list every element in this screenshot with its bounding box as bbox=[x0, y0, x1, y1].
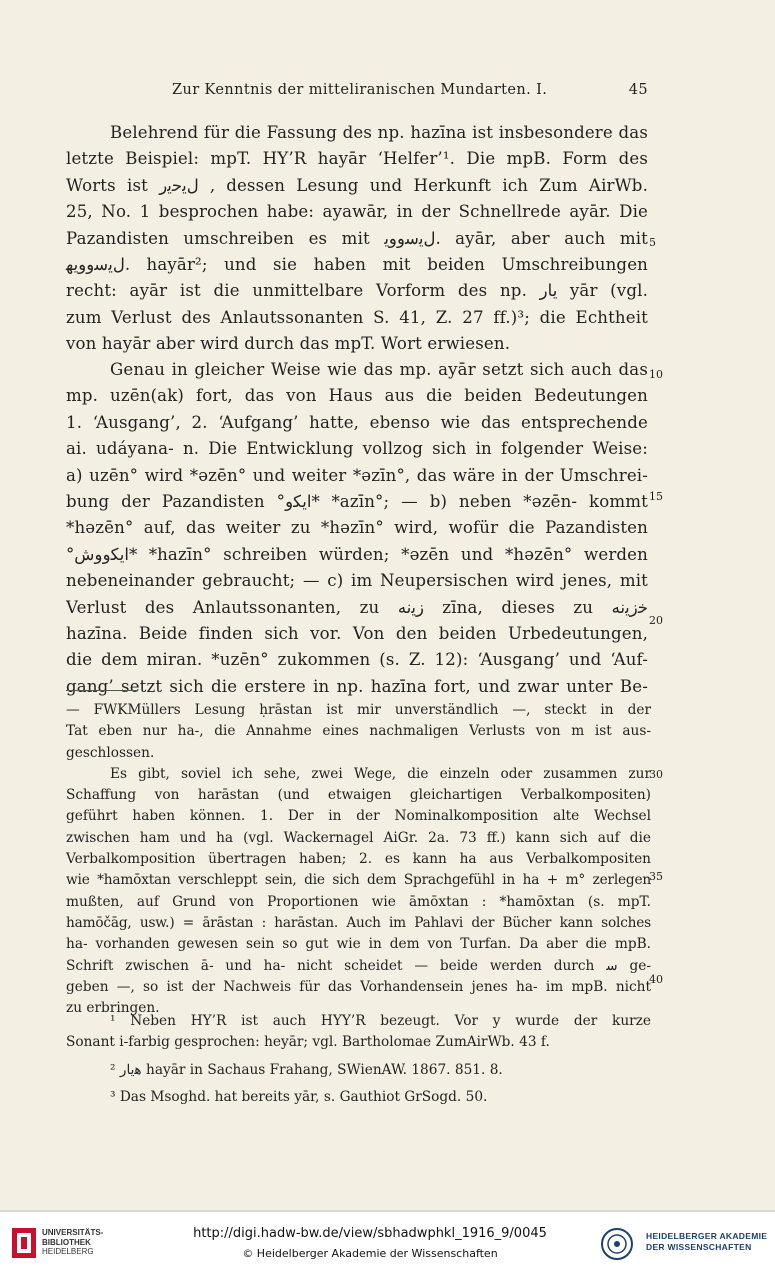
text-line: gang’ setzt sich die erstere in np. hazīna fort, und zwar unter Be- bbox=[66, 676, 648, 696]
line-number: 35 bbox=[649, 870, 663, 883]
text-line: von hayār aber wird durch das mpT. Wort erwiesen. bbox=[66, 334, 511, 354]
text-line: *həzēn° auf, das weiter zu *həzīn° wird, wofür die Pazandisten bbox=[66, 518, 648, 538]
note-line: geschlossen. bbox=[66, 744, 155, 761]
line-number: 40 bbox=[649, 973, 663, 986]
line-number: 5 bbox=[649, 236, 656, 249]
text-line: a) uzēn° wird *əzēn° und weiter *əzīn°, das wäre in der Umschrei- bbox=[66, 465, 648, 485]
academy-logo-icon bbox=[600, 1227, 634, 1261]
text-line: Genau in gleicher Weise wie das mp. ayār setzt sich auch das bbox=[110, 360, 648, 379]
footnote-3: ³ Das Msoghd. hat bereits yār, s. Gauthiot GrSogd. 50. bbox=[110, 1088, 488, 1105]
note-line: zu erbringen. bbox=[66, 1000, 160, 1017]
text-line: Worts ist ﻝﯾﺣﯾﺭ , dessen Lesung und Herkunft ich Zum AirWb. bbox=[66, 175, 649, 195]
text-line: zum Verlust des Anlautssonanten S. 41, Z. 27 ff.)³; die Echtheit bbox=[66, 307, 648, 327]
footnote-2: ² ﻫﻳﺎﺭ hayār in Sachaus Frahang, SWienAW. 1867. 851. 8. bbox=[110, 1061, 503, 1078]
text-line: Verlust des Anlautssonanten, zu ﺯﻳﻧﻪ zīna, dieses zu ﺧﺯﻳﻧﻪ bbox=[66, 597, 648, 617]
line-number: 15 bbox=[649, 490, 663, 503]
page-number: 45 bbox=[628, 82, 648, 98]
text-line: letzte Beispiel: mpT. HY’R hayār ‘Helfer’¹. Die mpB. Form des bbox=[66, 149, 648, 169]
text-line: ﻝﯾﺳﻭﻭﯾﻬ. hayār²; und sie haben mit beiden Umschreibungen bbox=[66, 254, 648, 274]
text-line: mp. uzēn(ak) fort, das von Haus aus die beiden Bedeutungen bbox=[66, 386, 648, 406]
paragraph-1 bbox=[66, 120, 648, 358]
note-line: geführt haben können. 1. Der in der Nominalkomposition alte Wechsel bbox=[66, 808, 651, 825]
text-line: die dem miran. *uzēn° zukommen (s. Z. 12): ‘Ausgang’ und ‘Auf- bbox=[66, 650, 648, 670]
note-line: Schaffung von harāstan (und etwaigen gleichartigen Verbalkompositen) bbox=[66, 787, 651, 804]
text-line: 1. ‘Ausgang’, 2. ‘Aufgang’ hatte, ebenso wie das entsprechende bbox=[66, 412, 648, 432]
note-line: Tat eben nur ha-, die Annahme eines nachmaligen Verlusts von m ist aus- bbox=[66, 723, 651, 740]
text-line: bung der Pazandisten °ا‌ﻳﮑﻭ* *azīn°; — b) neben *əzēn- kommt bbox=[66, 491, 648, 511]
note-line: mußten, auf Grund von Proportionen wie āmōxtan : *hamōxtan (s. mpT. bbox=[66, 893, 651, 910]
footnote-continued bbox=[66, 700, 651, 1019]
text-line: °ا‌ﻳﮑﻭﻭﺵ* *hazīn° schreiben würden; *əzēn und *həzēn° werden bbox=[66, 544, 648, 564]
copyright-notice: © Heidelberger Akademie der Wissenschaften bbox=[242, 1247, 498, 1260]
note-line: zwischen ham und ha (vgl. Wackernagel AiGr. 2a. 73 ff.) kann sich auf die bbox=[66, 829, 651, 846]
text-line: hazīna. Beide finden sich vor. Von den beiden Urbedeutungen, bbox=[66, 623, 648, 643]
note-line: hamōčāg, usw.) = ārāstan : harāstan. Auch im Pahlavi der Bücher kann solches bbox=[66, 914, 651, 931]
university-library-logo-icon bbox=[10, 1226, 38, 1260]
paragraph-2 bbox=[66, 357, 648, 700]
academy-name: HEIDELBERGER AKADEMIE DER WISSENSCHAFTEN bbox=[646, 1231, 768, 1252]
footnote-rule bbox=[66, 690, 138, 691]
running-header bbox=[66, 82, 648, 102]
note-line: Schrift zwischen ā- und ha- nicht scheidet — beide werden durch ﺳ ge- bbox=[66, 957, 651, 974]
footnote-1-line: ¹ Neben HY’R ist auch HYY’R bezeugt. Vor y wurde der kurze bbox=[110, 1013, 651, 1029]
text-line: nebeneinander gebraucht; — c) im Neupersischen wird jenes, mit bbox=[66, 571, 648, 591]
footnotes bbox=[66, 1011, 651, 1108]
note-line: geben —, so ist der Nachweis für das Vorhandensein jenes ha- im mpB. nicht bbox=[66, 978, 651, 995]
line-number: 30 bbox=[649, 768, 663, 781]
running-title: Zur Kenntnis der mitteliranischen Mundarten. I. bbox=[172, 82, 548, 98]
text-line: Pazandisten umschreiben es mit ﻝﯾﺳﻭﻭﯾ. ayār, aber auch mit bbox=[66, 228, 648, 248]
text-line: 25, No. 1 besprochen habe: ayawār, in der Schnellrede ayār. Die bbox=[66, 202, 648, 222]
text-line: Belehrend für die Fassung des np. hazīna ist insbesondere das bbox=[110, 123, 648, 142]
note-line: Verbalkomposition übertragen haben; 2. es kann ha aus Verbalkompositen bbox=[66, 851, 651, 868]
footnote-1-line: Sonant i-farbig gesprochen: heyār; vgl. Bartholomae ZumAirWb. 43 f. bbox=[66, 1034, 550, 1051]
text-line: ai. udáyana- n. Die Entwicklung vollzog sich in folgender Weise: bbox=[66, 439, 648, 459]
line-number: 10 bbox=[649, 368, 663, 381]
note-line: ha- vorhanden gewesen sein so gut wie in dem von Turfan. Da aber die mpB. bbox=[66, 936, 651, 953]
line-number: 20 bbox=[649, 614, 663, 627]
note-line: — FWKMüllers Lesung ḥrāstan ist mir unverständlich —, steckt in der bbox=[66, 702, 651, 718]
viewer-footer bbox=[0, 1212, 775, 1270]
text-line: recht: ayār ist die unmittelbare Vorform des np. ﯾﺎﺭ yār (vgl. bbox=[66, 281, 648, 301]
permalink-url[interactable]: http://digi.hadw-bw.de/view/sbhadwphkl_1916_9/0045 bbox=[193, 1226, 547, 1241]
university-library-name: UNIVERSITÄTS- BIBLIOTHEK HEIDELBERG bbox=[42, 1228, 104, 1256]
note-line: wie *hamōxtan verschleppt sein, die sich dem Sprachgefühl in ha + m° zerlegen bbox=[66, 872, 651, 889]
note-line: Es gibt, soviel ich sehe, zwei Wege, die einzeln oder zusammen zur bbox=[110, 765, 651, 782]
